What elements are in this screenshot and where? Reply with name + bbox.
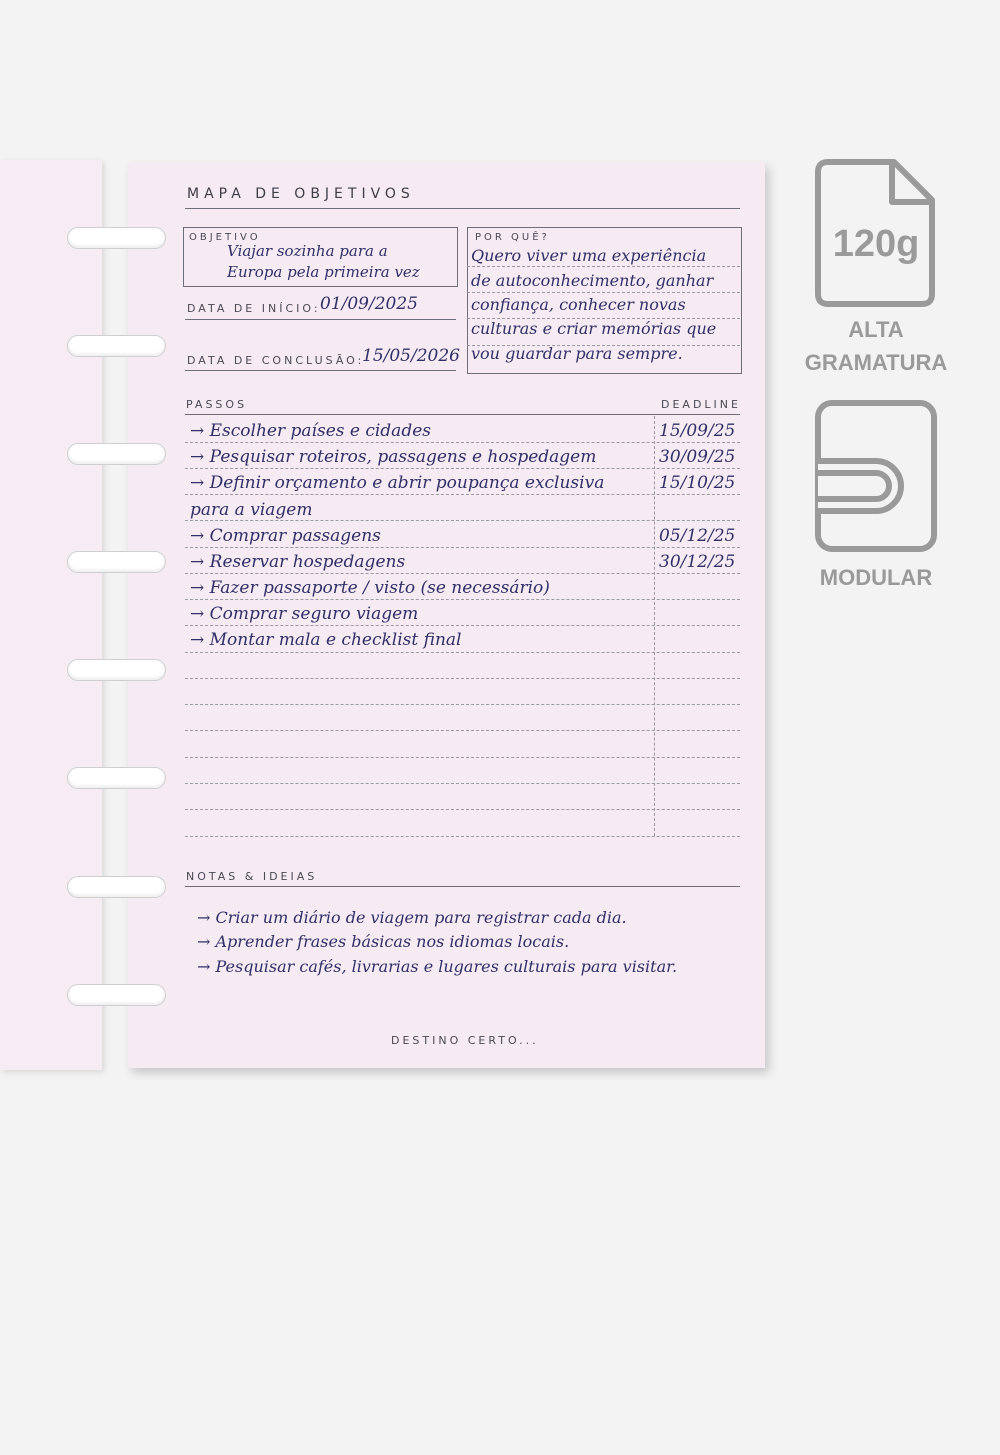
note-item: → Pesquisar cafés, livrarias e lugares culturais para visitar. <box>197 957 678 976</box>
steps-label: PASSOS <box>186 398 248 411</box>
objective-text-line1: Viajar sozinha para a <box>227 242 388 260</box>
step-deadline: 05/12/25 <box>659 526 736 546</box>
step-deadline: 15/10/25 <box>659 473 736 493</box>
step-text: → Fazer passaporte / visto (se necessário) <box>190 578 550 598</box>
note-item: → Criar um diário de viagem para registrar cada dia. <box>197 908 627 927</box>
weight-label-line1: ALTA <box>848 317 904 342</box>
row-rule <box>185 520 740 521</box>
objective-label: OBJETIVO <box>189 232 261 243</box>
step-text: para a viagem <box>190 500 313 520</box>
row-rule <box>185 599 740 600</box>
why-line: vou guardar para sempre. <box>471 344 683 363</box>
row-rule <box>185 757 740 758</box>
step-text: → Comprar seguro viagem <box>190 604 419 624</box>
start-date-label: DATA DE INÍCIO: <box>187 302 321 315</box>
why-rule <box>467 266 740 267</box>
steps-rule <box>185 414 740 415</box>
binder-ring <box>67 335 166 357</box>
step-text: → Pesquisar roteiros, passagens e hospedagem <box>190 447 597 467</box>
end-date-rule <box>185 370 456 371</box>
binder-ring <box>67 551 166 573</box>
why-line: Quero viver uma experiência <box>471 246 707 265</box>
end-date-value: 15/05/2026 <box>362 346 460 366</box>
row-rule <box>185 442 740 443</box>
page-title: MAPA DE OBJETIVOS <box>187 186 415 202</box>
row-rule <box>185 547 740 548</box>
modular-label: MODULAR <box>819 565 933 590</box>
weight-label-line2: GRAMATURA <box>804 350 948 375</box>
binder-ring <box>67 443 166 465</box>
start-date-rule <box>185 319 456 320</box>
note-item: → Aprender frases básicas nos idiomas locais. <box>197 932 570 951</box>
step-deadline: 15/09/25 <box>659 421 736 441</box>
row-rule <box>185 704 740 705</box>
row-rule <box>185 625 740 626</box>
modular-icon <box>814 399 938 553</box>
back-sheet <box>0 160 102 1070</box>
why-line: de autoconhecimento, ganhar <box>471 271 714 290</box>
start-date-value: 01/09/2025 <box>320 294 418 314</box>
why-line: confiança, conhecer novas <box>471 295 686 314</box>
end-date-label: DATA DE CONCLUSÃO: <box>187 354 365 367</box>
deadline-label: DEADLINE <box>661 398 741 411</box>
binder-ring <box>67 659 166 681</box>
row-rule <box>185 652 740 653</box>
title-rule <box>185 208 740 209</box>
row-rule <box>185 836 740 837</box>
step-text: → Montar mala e checklist final <box>190 630 462 650</box>
binder-ring <box>67 227 166 249</box>
sheet-footer: DESTINO CERTO... <box>391 1034 539 1047</box>
step-deadline: 30/09/25 <box>659 447 736 467</box>
objective-text-line2: Europa pela primeira vez <box>227 263 420 281</box>
deadline-column-divider <box>654 416 655 836</box>
row-rule <box>185 809 740 810</box>
row-rule <box>185 468 740 469</box>
step-text: → Escolher países e cidades <box>190 421 431 441</box>
row-rule <box>185 730 740 731</box>
why-line: culturas e criar memórias que <box>471 319 717 338</box>
notes-rule <box>185 886 740 887</box>
binder-ring <box>67 984 166 1006</box>
row-rule <box>185 783 740 784</box>
step-deadline: 30/12/25 <box>659 552 736 572</box>
step-text: → Definir orçamento e abrir poupança exclusiva <box>190 473 605 493</box>
binder-ring <box>67 767 166 789</box>
row-rule <box>185 494 740 495</box>
why-label: POR QUÊ? <box>475 232 550 243</box>
row-rule <box>185 678 740 679</box>
why-rule <box>467 292 740 293</box>
step-text: → Comprar passagens <box>190 526 381 546</box>
binder-ring <box>67 876 166 898</box>
weight-value: 120g <box>832 223 920 265</box>
notes-label: NOTAS & IDEIAS <box>186 870 318 883</box>
row-rule <box>185 573 740 574</box>
step-text: → Reservar hospedagens <box>190 552 406 572</box>
